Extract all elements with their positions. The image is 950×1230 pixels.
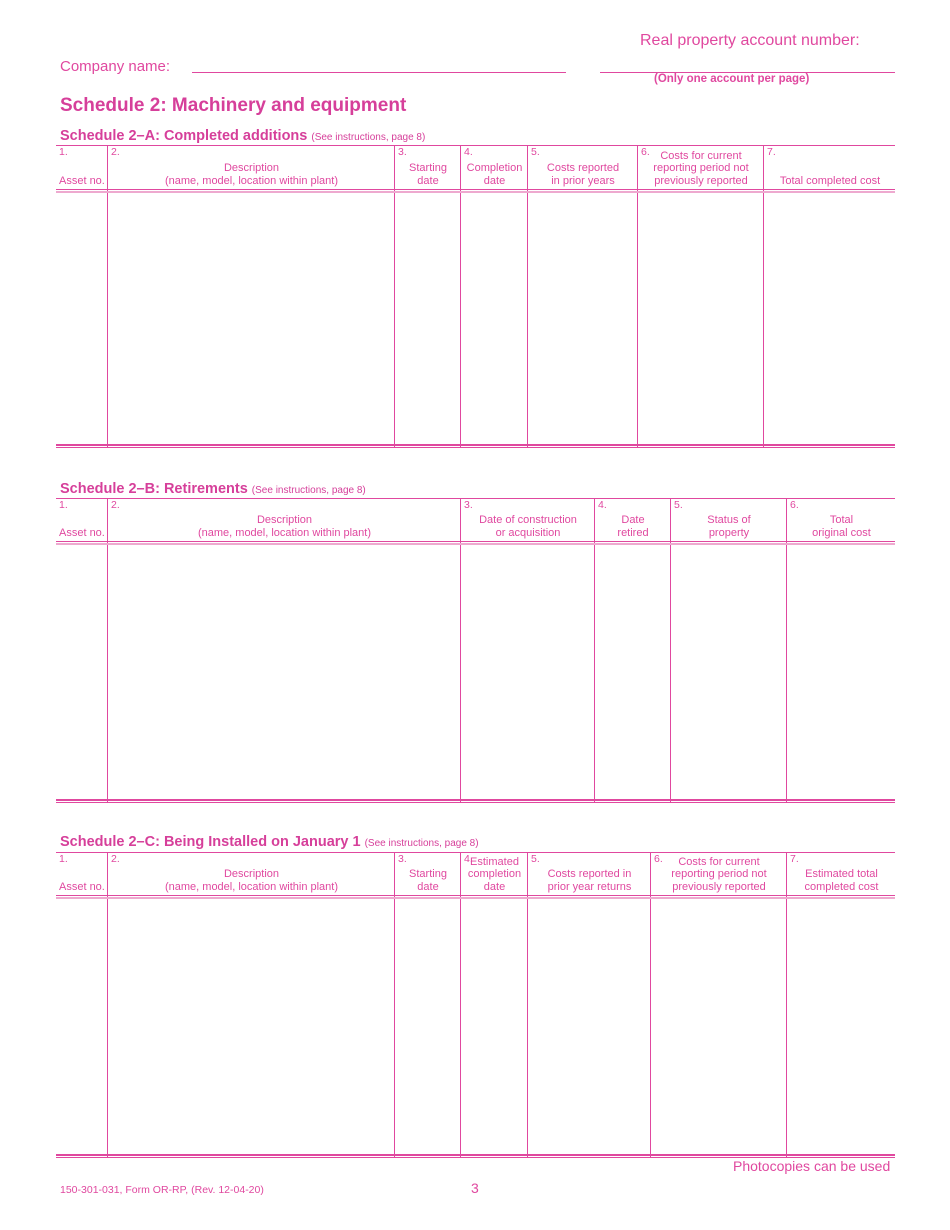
header-divider bbox=[56, 895, 895, 899]
schedule-b-title: Schedule 2–B: Retirements (See instructions, page 8) bbox=[60, 481, 366, 497]
column-header-line: (name, model, location within plant) bbox=[164, 174, 339, 187]
column-header-line: completed cost bbox=[804, 880, 879, 893]
schedule-c-table[interactable] bbox=[56, 852, 895, 1158]
column-header bbox=[528, 868, 651, 893]
column-header-line: original cost bbox=[812, 526, 871, 539]
column-header-line: date bbox=[417, 880, 439, 893]
column-header bbox=[59, 175, 107, 188]
column-number: 2. bbox=[111, 146, 120, 158]
column-number: 5. bbox=[531, 146, 540, 158]
column-header bbox=[108, 868, 395, 893]
column-header bbox=[651, 856, 787, 894]
column-header-line: Status of bbox=[707, 514, 751, 526]
column-number: 3. bbox=[464, 499, 473, 511]
column-header bbox=[461, 514, 595, 539]
header-divider bbox=[56, 189, 895, 193]
column-header-line: retired bbox=[617, 526, 649, 539]
column-header-line: Estimated bbox=[470, 855, 519, 868]
column-header-line: Description bbox=[223, 162, 280, 174]
column-number: 3. bbox=[398, 146, 407, 158]
schedule-b-table[interactable] bbox=[56, 498, 895, 803]
column-header-line: reporting period not bbox=[653, 162, 749, 174]
column-number: 3. bbox=[398, 853, 407, 865]
column-header-line: (name, model, location within plant) bbox=[197, 526, 372, 539]
column-number: 7. bbox=[767, 146, 776, 158]
column-number: 5. bbox=[674, 499, 683, 511]
column-number: 1. bbox=[59, 853, 68, 865]
company-name-field[interactable] bbox=[192, 72, 566, 73]
column-number: 7. bbox=[790, 853, 799, 865]
company-name-label: Company name: bbox=[60, 58, 171, 75]
column-header-line: Costs for current bbox=[678, 855, 760, 868]
column-header-line: Starting bbox=[409, 868, 447, 880]
column-header bbox=[787, 868, 896, 893]
column-header-line: or acquisition bbox=[495, 526, 561, 539]
column-header-line: date bbox=[417, 174, 439, 187]
column-header-line: Total completed cost bbox=[779, 174, 881, 187]
page-number: 3 bbox=[471, 1180, 479, 1196]
column-header-line: reporting period not bbox=[671, 868, 767, 880]
column-header-line: date bbox=[483, 880, 506, 893]
column-header-line: Costs reported bbox=[546, 162, 620, 174]
photocopies-note: Photocopies can be used bbox=[733, 1158, 891, 1174]
column-header-line: date bbox=[483, 174, 506, 187]
column-header bbox=[395, 162, 461, 187]
column-header bbox=[108, 514, 461, 539]
column-header bbox=[59, 881, 107, 894]
column-header-line: prior year returns bbox=[547, 880, 632, 893]
schedule-c-title: Schedule 2–C: Being Installed on January 1 (See instructions, page 8) bbox=[60, 834, 479, 850]
column-header-line: Starting bbox=[409, 162, 447, 174]
column-number: 6. bbox=[654, 853, 663, 865]
column-number: 4. bbox=[598, 499, 607, 511]
column-number: 6. bbox=[790, 499, 799, 511]
schedule-a-table[interactable] bbox=[56, 145, 895, 448]
column-header-line: Description bbox=[223, 868, 280, 880]
column-header-line: Asset no. bbox=[59, 526, 105, 539]
column-header bbox=[395, 868, 461, 893]
column-header-line: Description bbox=[256, 514, 313, 526]
column-header-line: Completion bbox=[466, 162, 523, 174]
column-header-line: Costs for current bbox=[660, 149, 742, 162]
table-bottom-rule bbox=[56, 799, 895, 803]
column-number: 1. bbox=[59, 146, 68, 158]
page-title: Schedule 2: Machinery and equipment bbox=[60, 95, 407, 116]
column-number: 2. bbox=[111, 499, 120, 511]
header-divider bbox=[56, 541, 895, 545]
one-account-note: (Only one account per page) bbox=[654, 73, 810, 85]
column-header-line: Costs reported in bbox=[547, 868, 632, 880]
column-number: 4. bbox=[464, 146, 473, 158]
column-header-line: Asset no. bbox=[59, 174, 105, 187]
column-header bbox=[59, 527, 107, 540]
column-header bbox=[764, 175, 896, 188]
column-number: 2. bbox=[111, 853, 120, 865]
column-header bbox=[108, 162, 395, 187]
column-header bbox=[787, 514, 896, 539]
column-header-line: previously reported bbox=[672, 880, 766, 893]
column-number: 5. bbox=[531, 853, 540, 865]
column-number: 6. bbox=[641, 146, 650, 158]
column-header bbox=[461, 162, 528, 187]
column-header bbox=[638, 150, 764, 188]
column-header-line: Date of construction bbox=[479, 514, 577, 526]
column-header bbox=[671, 514, 787, 539]
column-header bbox=[461, 856, 528, 894]
column-header-line: Estimated total bbox=[805, 868, 878, 880]
column-header-line: previously reported bbox=[654, 174, 748, 187]
column-header-line: in prior years bbox=[551, 174, 615, 187]
column-number: 1. bbox=[59, 499, 68, 511]
column-header-line: property bbox=[708, 526, 750, 539]
column-header-line: Asset no. bbox=[59, 880, 105, 893]
schedule-a-title: Schedule 2–A: Completed additions (See instructions, page 8) bbox=[60, 128, 426, 144]
table-bottom-rule bbox=[56, 444, 895, 448]
column-number: 4. bbox=[464, 853, 473, 865]
account-number-label: Real property account number: bbox=[640, 32, 860, 49]
column-header bbox=[528, 162, 638, 187]
column-header-line: completion bbox=[467, 868, 522, 880]
column-header-line: Date bbox=[621, 514, 645, 526]
column-header bbox=[595, 514, 671, 539]
form-id: 150-301-031, Form OR-RP, (Rev. 12-04-20) bbox=[60, 1184, 264, 1196]
column-header-line: Total bbox=[829, 514, 854, 526]
column-header-line: (name, model, location within plant) bbox=[164, 880, 339, 893]
